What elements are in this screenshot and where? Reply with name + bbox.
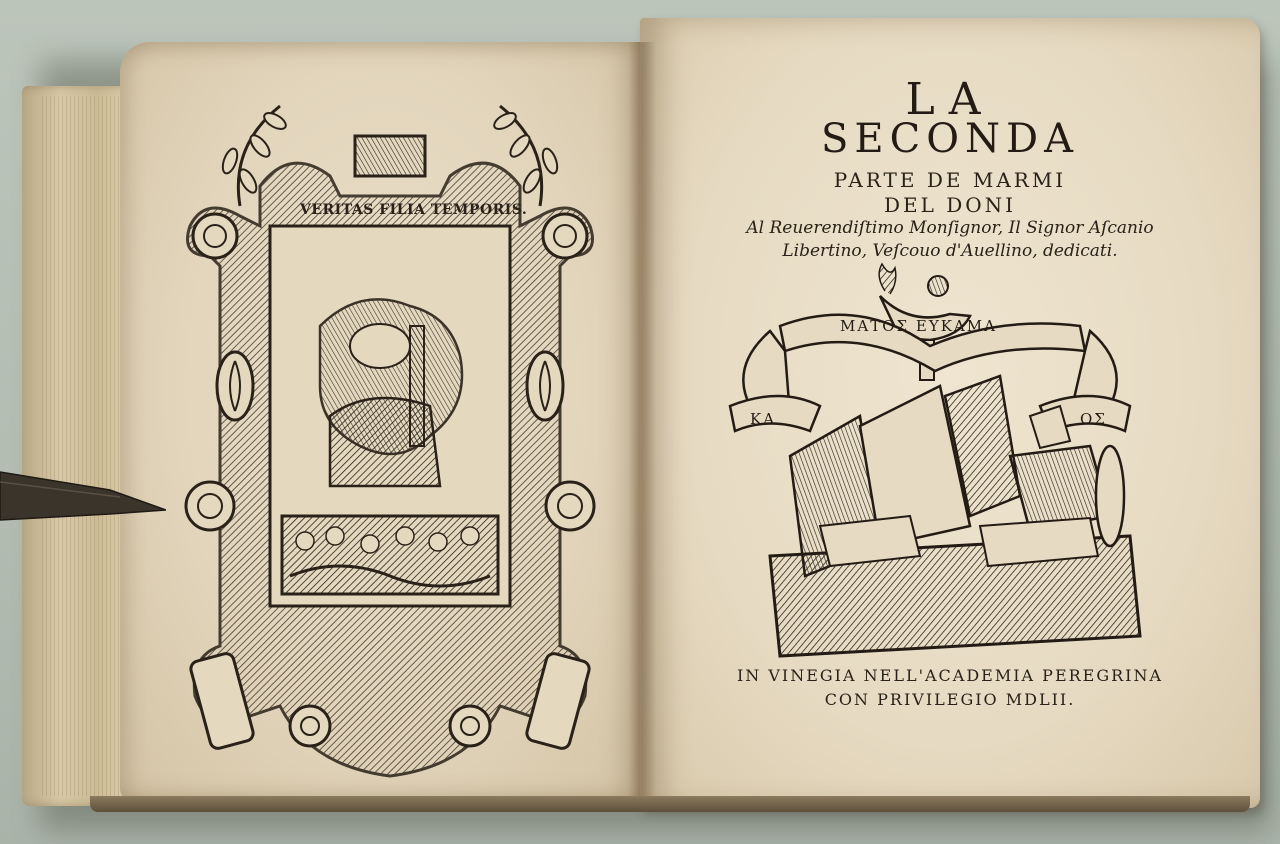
banner-text-right: ΟΣ	[1080, 410, 1107, 428]
dedication-line-2: Libertino, Veſcouo d'Auellino, dedicati.	[782, 241, 1118, 261]
book-bottom-edge	[90, 796, 1250, 812]
banner-text-top: ΜΑΤΟΣ ΕΥΚΑΜΑ	[840, 317, 997, 335]
woodcut-frame	[170, 86, 610, 786]
imprint-line-1: IN VINEGIA NELL'ACADEMIA PEREGRINA	[736, 666, 1164, 685]
title-line-4: DEL DONI	[883, 193, 1017, 217]
title-line-2: SECONDA	[821, 116, 1079, 162]
title-line-3: PARTE DE MARMI	[833, 168, 1067, 192]
bookmark-ribbon	[0, 462, 166, 532]
book-gutter	[628, 42, 656, 804]
imprint-line-2: CON PRIVILEGIO MDLII.	[824, 690, 1076, 709]
right-page	[640, 18, 1260, 808]
dedication-line-1: Al Reuerendiſtimo Monſignor, Il Signor Aſcanio	[746, 218, 1154, 238]
title-line-1: LA	[905, 74, 995, 125]
printers-device-woodcut	[710, 256, 1180, 676]
left-page	[120, 42, 645, 802]
banner-text-left: ΚΑ	[750, 410, 777, 428]
motto-veritas: VERITAS FILIA TEMPORIS.	[300, 202, 528, 218]
